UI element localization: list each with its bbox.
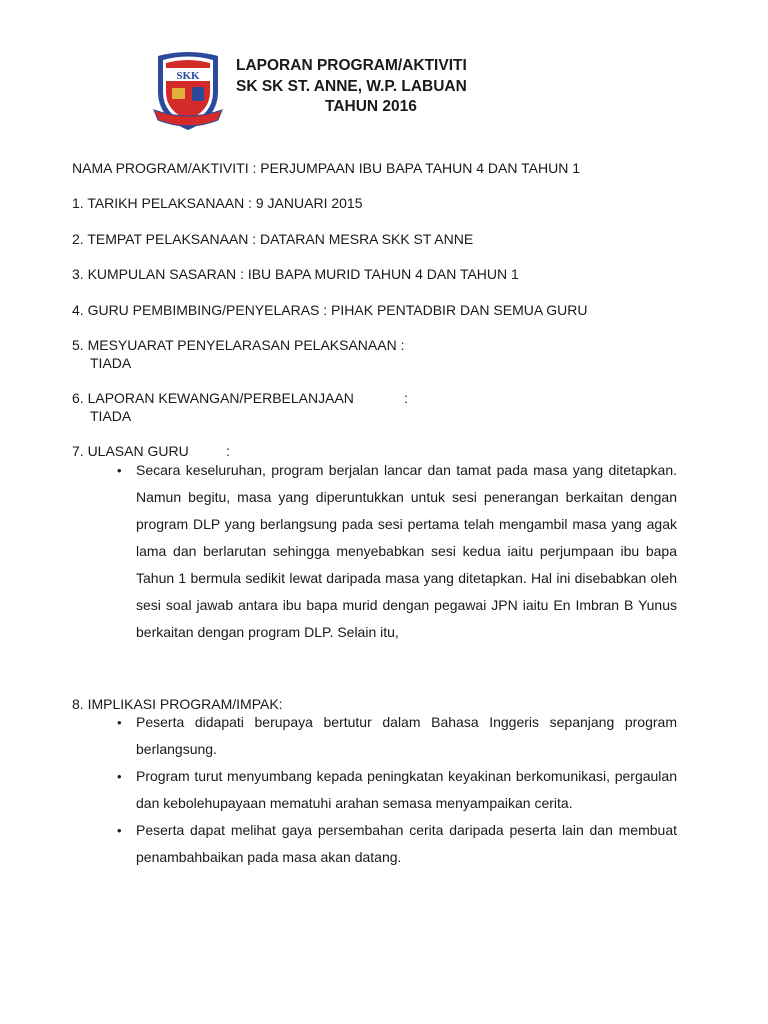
school-crest-logo	[152, 48, 224, 132]
field-mesyuarat-value: TIADA	[90, 355, 132, 371]
field-tarikh: 1. TARIKH PELAKSANAAN : 9 JANUARI 2015	[72, 195, 363, 211]
field-mesyuarat: 5. MESYUARAT PENYELARASAN PELAKSANAAN :	[72, 337, 405, 353]
field-ulasan: 7. ULASAN GURU	[72, 443, 189, 459]
title-line-3: TAHUN 2016	[325, 98, 417, 115]
bullet-dot: •	[117, 769, 122, 784]
bullet-dot: •	[117, 715, 122, 730]
crest-lamp-icon	[192, 87, 204, 101]
field-guru: 4. GURU PEMBIMBING/PENYELARAS : PIHAK PENTADBIR DAN SEMUA GURU	[72, 302, 588, 318]
crest-book-icon	[172, 88, 185, 99]
field-laporan-value: TIADA	[90, 408, 132, 424]
field-implikasi: 8. IMPLIKASI PROGRAM/IMPAK:	[72, 696, 283, 712]
crest-text: SKK	[176, 70, 200, 82]
implikasi-text-1: Peserta didapati berupaya bertutur dalam Bahasa Inggeris sepanjang program berlangsung.	[136, 714, 677, 757]
list-item	[0, 709, 768, 763]
bullet-dot: •	[117, 463, 122, 478]
implikasi-text-3: Peserta dapat melihat gaya persembahan cerita daripada peserta lain dan membuat penambahbaikan pada masa akan datang.	[136, 822, 677, 865]
field-tempat: 2. TEMPAT PELAKSANAAN : DATARAN MESRA SKK ST ANNE	[72, 231, 474, 247]
field-ulasan-colon: :	[226, 443, 230, 459]
list-item	[0, 817, 768, 871]
list-item	[0, 457, 768, 646]
field-kumpulan: 3. KUMPULAN SASARAN : IBU BAPA MURID TAHUN 4 DAN TAHUN 1	[72, 266, 519, 282]
implikasi-text-2: Program turut menyumbang kepada peningkatan keyakinan berkomunikasi, pergaulan dan kebolehupayaan mematuhi arahan semasa menyampaikan cerita.	[136, 768, 677, 811]
ulasan-text: Secara keseluruhan, program berjalan lancar dan tamat pada masa yang ditetapkan. Namun begitu, masa yang diperuntukkan untuk sesi penerangan berkaitan dengan program DLP yang berlangsung pada sesi pertama telah mengambil masa yang agak lama dan berlarutan sehingga menyebabkan sesi kedua iaitu perjumpaan ibu bapa Tahun 1 bermula sedikit lewat daripada masa yang ditetapkan. Hal ini disebabkan oleh sesi soal jawab antara ibu bapa murid dengan pegawai JPN iaitu En Imbran B Yunus berkaitan dengan program DLP. Selain itu,	[136, 462, 677, 640]
report-title	[236, 56, 526, 118]
implikasi-list	[0, 709, 768, 871]
ulasan-list	[0, 457, 768, 646]
list-item	[0, 763, 768, 817]
title-line-2: SK SK ST. ANNE, W.P. LABUAN	[236, 77, 467, 95]
field-nama-program: NAMA PROGRAM/AKTIVITI : PERJUMPAAN IBU BAPA TAHUN 4 DAN TAHUN 1	[72, 160, 580, 176]
title-line-1: LAPORAN PROGRAM/AKTIVITI	[236, 57, 467, 74]
field-laporan: 6. LAPORAN KEWANGAN/PERBELANJAAN	[72, 390, 354, 406]
field-laporan-colon: :	[404, 390, 408, 406]
bullet-dot: •	[117, 823, 122, 838]
